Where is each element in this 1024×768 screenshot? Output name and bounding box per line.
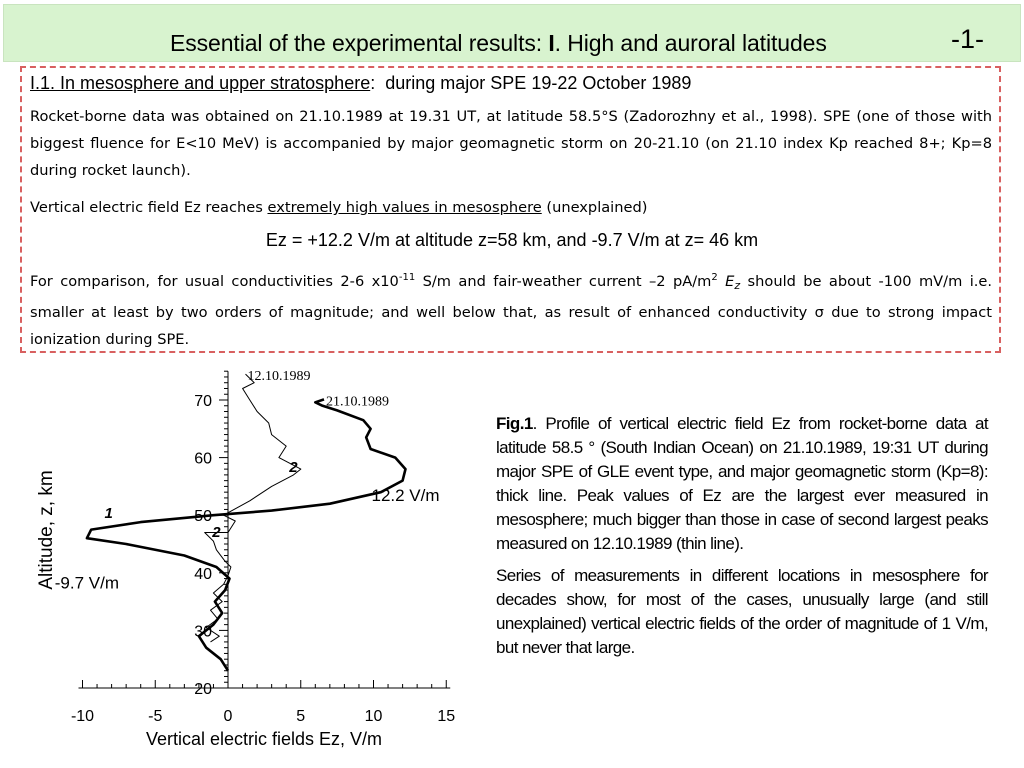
x-tick-label: -10 — [70, 708, 95, 725]
chart-series — [87, 374, 406, 671]
para3-t2: S/m and fair-weather current –2 pA/m — [415, 273, 712, 290]
title-prefix: Essential of the experimental results: — [170, 30, 549, 56]
page-number: -1- — [951, 24, 984, 54]
y-tick-label: 40 — [194, 565, 212, 583]
section-heading-colon: : — [370, 73, 376, 93]
para3-ez-main: E — [725, 273, 735, 290]
x-tick-label: 0 — [223, 708, 233, 725]
para2-after: (unexplained) — [541, 199, 648, 216]
para2-before: Vertical electric field Ez reaches — [30, 199, 268, 216]
series-marker-label: 2 — [289, 459, 298, 476]
paragraph-rocket-data: Rocket-borne data was obtained on 21.10.1989 at 19.31 UT, at latitude 58.5°S (Zadorozhny et al., 1998). SPE (one of those with biggest fluence for E<10 MeV) is accompanied by major geomagnetic storm on 20-21.10 (on 21.10 index Kp reached 8+; Kp=8 during rocket launch). — [30, 108, 992, 179]
paragraph-comparison — [30, 264, 992, 353]
electric-field-chart — [0, 360, 500, 760]
section-heading — [30, 73, 691, 94]
legend-label-1: 21.10.1989 — [326, 394, 390, 410]
para3-ez-sub: z — [734, 279, 741, 292]
figure-caption — [496, 412, 988, 660]
section-subheading: during major SPE 19-22 October 1989 — [385, 73, 692, 93]
legend-label-2: 12.10.1989 — [247, 369, 311, 385]
y-tick-label: 60 — [194, 450, 212, 468]
y-tick-label: 30 — [194, 623, 212, 641]
peak-value-label: -9.7 V/m — [54, 573, 119, 593]
para3-t1: For comparison, for usual conductivities 2-6 x10 — [30, 273, 399, 290]
chart-labels — [36, 369, 455, 749]
paragraph-electric-field — [30, 194, 992, 221]
caption-fig-label: Fig.1 — [496, 414, 533, 433]
title-bold-numeral: I — [548, 30, 555, 56]
y-axis-title: Altitude, z, km — [36, 470, 57, 590]
caption-text-1: . Profile of vertical electric field Ez from rocket-borne data at latitude 58.5 ° (South Indian Ocean) on 21.10.1989, 19:31 UT during major SPE of GLE event type, and major geomagnetic storm (Kp=8): thick line. Peak values of Ez are the largest ever measured in mesosphere; much bigger than those in case of second largest peaks measured on 12.10.1989 (thin line). — [496, 414, 988, 553]
para3-exp1: -11 — [398, 272, 416, 283]
y-tick-label: 50 — [194, 508, 212, 526]
slide-title — [170, 30, 827, 57]
x-axis-title: Vertical electric fields Ez, V/m — [145, 729, 383, 749]
y-tick-label: 70 — [194, 393, 212, 410]
equation-line: Ez = +12.2 V/m at altitude z=58 km, and -9.7 V/m at z= 46 km — [265, 230, 759, 250]
para3-t4: should be about -100 mV/m i.e. smaller at least by two orders of magnitude; and well below that, as result of enhanced conductivity σ due to strong impact ionization during SPE. — [30, 273, 993, 348]
x-tick-label: 5 — [296, 708, 306, 725]
section-heading-text: I.1. In mesosphere and upper stratosphere — [30, 73, 371, 93]
para3-t3 — [718, 273, 725, 290]
para3-exp2: 2 — [711, 272, 718, 283]
series-marker-label: 1 — [104, 505, 113, 523]
series-marker-label: 2 — [212, 524, 221, 542]
caption-paragraph-1 — [496, 412, 988, 556]
para2-underlined: extremely high values in mesosphere — [267, 199, 542, 216]
peak-value-label: 12.2 V/m — [371, 485, 440, 505]
caption-paragraph-2: Series of measurements in different locations in mesosphere for decades show, for most of the cases, unusually large (and still unexplained) vertical electric fields of the order of magnitude of 1 V/m, but never that large. — [496, 566, 988, 657]
x-tick-label: 10 — [364, 708, 383, 725]
title-suffix: . High and auroral latitudes — [554, 30, 827, 56]
y-tick-label: 20 — [194, 681, 212, 698]
x-tick-label: -5 — [148, 708, 163, 725]
series-line-1 — [87, 399, 406, 670]
title-bar — [3, 4, 1021, 62]
x-tick-label: 15 — [437, 708, 456, 725]
